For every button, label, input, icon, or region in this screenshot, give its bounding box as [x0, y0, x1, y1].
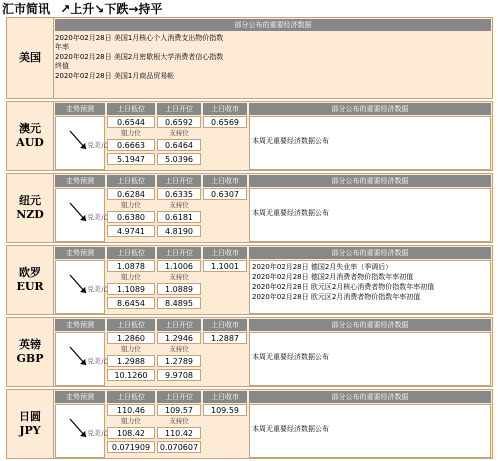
currency-code: GBP — [16, 352, 44, 365]
trend-legend: ↗上升↘下跌→持平 — [60, 2, 163, 16]
cny-value-2: 4.8190 — [157, 225, 201, 237]
close-value: 1.1001 — [203, 260, 247, 272]
cny-label: 兑美元 — [87, 141, 107, 149]
cny-label: 兑美元 — [87, 429, 107, 437]
support-label: 支持位 — [169, 273, 189, 281]
cny-value-2: 9.9708 — [157, 369, 201, 381]
support-value: 110.42 — [157, 427, 201, 439]
close-header: 上日收市 — [203, 391, 247, 403]
currency-section-nzd — [6, 173, 493, 243]
cny-value: 4.9741 — [107, 225, 155, 237]
resist-value: 108.42 — [107, 427, 155, 439]
resist-value: 0.6663 — [107, 139, 155, 151]
events-header: 部分公布的重要经济数据 — [249, 391, 491, 403]
resist-label: 阻力位 — [121, 417, 141, 425]
cny-value-2: 8.4895 — [157, 297, 201, 309]
event-line: 本周无重要经济数据公布 — [252, 137, 329, 145]
usa-event-line: 2020年02月28日 美国2月密歇根大学消费者信心指数 — [55, 52, 224, 61]
currency-name: 日圆 — [19, 410, 41, 423]
open-header: 上日开位 — [157, 319, 201, 331]
low-header: 上日低位 — [107, 247, 155, 259]
close-value: 0.6569 — [203, 116, 247, 128]
event-line: 2020年02月28日 欧元区2月消费者物价指数年率初值 — [252, 293, 421, 301]
event-line: 2020年02月28日 欧元区2月核心消费者物价指数年率初值 — [252, 283, 435, 291]
usa-event-line: 年率 — [55, 43, 69, 52]
support-label: 支持位 — [169, 201, 189, 209]
close-header: 上日收市 — [203, 319, 247, 331]
low-header: 上日低位 — [107, 319, 155, 331]
page-title: 汇市简讯 — [2, 2, 51, 16]
low-value: 0.6544 — [107, 116, 155, 128]
cny-value: 8.6454 — [107, 297, 155, 309]
low-value: 0.6284 — [107, 188, 155, 200]
currency-name: 英镑 — [19, 338, 41, 351]
usa-label: 美国 — [7, 18, 54, 98]
events-panel — [249, 404, 491, 458]
event-line: 2020年02月28日 德国2月失业率（季调后） — [252, 263, 393, 271]
resist-value: 1.1089 — [107, 283, 155, 295]
trend-header: 走势预测 — [55, 391, 105, 403]
cny-label: 兑美元 — [87, 357, 107, 365]
currency-label — [7, 318, 54, 386]
trend-header: 走势预测 — [55, 247, 105, 259]
currency-section-gbp — [6, 317, 493, 387]
cny-label: 兑美元 — [87, 285, 107, 293]
open-header: 上日开位 — [157, 391, 201, 403]
resist-label: 阻力位 — [121, 129, 141, 137]
currency-code: EUR — [16, 280, 44, 293]
currency-label — [7, 390, 54, 458]
close-header: 上日收市 — [203, 103, 247, 115]
close-value: 1.2887 — [203, 332, 247, 344]
close-header: 上日收市 — [203, 175, 247, 187]
currency-code: JPY — [19, 424, 41, 437]
usa-event-line: 2020年02月28日 美国1月商品贸易帐 — [55, 71, 175, 80]
close-value: 0.6307 — [203, 188, 247, 200]
event-line: 本周无重要经济数据公布 — [252, 425, 329, 433]
trend-header: 走势预测 — [55, 319, 105, 331]
events-header: 部分公布的重要经济数据 — [249, 247, 491, 259]
usa-event-line: 终值 — [55, 62, 69, 71]
trend-header: 走势预测 — [55, 103, 105, 115]
page-header — [2, 1, 162, 17]
trend-header: 走势预测 — [55, 175, 105, 187]
events-header: 部分公布的重要经济数据 — [249, 319, 491, 331]
usa-events-header: 部分公布的重要经济数据 — [55, 19, 491, 31]
event-line: 本周无重要经济数据公布 — [252, 353, 329, 361]
currency-name: 欧罗 — [19, 266, 41, 279]
low-header: 上日低位 — [107, 391, 155, 403]
open-value: 109.57 — [157, 404, 201, 416]
resist-label: 阻力位 — [121, 273, 141, 281]
low-header: 上日低位 — [107, 175, 155, 187]
low-value: 1.2860 — [107, 332, 155, 344]
support-label: 支持位 — [169, 417, 189, 425]
usa-section — [6, 17, 493, 99]
cny-value-2: 5.0396 — [157, 153, 201, 165]
cny-label: 兑美元 — [87, 213, 107, 221]
events-panel — [249, 260, 491, 314]
currency-code: NZD — [16, 208, 44, 221]
currency-label — [7, 246, 54, 314]
currency-label — [7, 174, 54, 242]
open-header: 上日开位 — [157, 175, 201, 187]
open-value: 0.6592 — [157, 116, 201, 128]
open-header: 上日开位 — [157, 247, 201, 259]
low-value: 110.46 — [107, 404, 155, 416]
currency-section-eur — [6, 245, 493, 315]
currency-section-aud — [6, 101, 493, 171]
currency-code: AUD — [16, 136, 44, 149]
support-label: 支持位 — [169, 129, 189, 137]
support-value: 1.2789 — [157, 355, 201, 367]
cny-value-2: 0.070607 — [157, 441, 201, 453]
usa-event-line: 2020年02月28日 美国1月核心个人消费支出物价指数 — [55, 34, 224, 42]
resist-value: 0.6380 — [107, 211, 155, 223]
currency-section-jpy — [6, 389, 493, 459]
resist-label: 阻力位 — [121, 201, 141, 209]
usa-events — [55, 34, 223, 81]
open-value: 1.1006 — [157, 260, 201, 272]
low-value: 1.0878 — [107, 260, 155, 272]
events-header: 部分公布的重要经济数据 — [249, 103, 491, 115]
events-header: 部分公布的重要经济数据 — [249, 175, 491, 187]
currency-label — [7, 102, 54, 170]
support-label: 支持位 — [169, 345, 189, 353]
support-value: 0.6464 — [157, 139, 201, 151]
events-panel — [249, 332, 491, 386]
resist-value: 1.2988 — [107, 355, 155, 367]
open-value: 1.2946 — [157, 332, 201, 344]
open-value: 0.6335 — [157, 188, 201, 200]
currency-name: 澳元 — [18, 122, 41, 135]
cny-value: 10.1260 — [107, 369, 155, 381]
open-header: 上日开位 — [157, 103, 201, 115]
event-line: 本周无重要经济数据公布 — [252, 209, 329, 217]
cny-value: 0.071909 — [107, 441, 155, 453]
support-value: 0.6181 — [157, 211, 201, 223]
events-panel — [249, 188, 491, 242]
low-header: 上日低位 — [107, 103, 155, 115]
events-panel — [249, 116, 491, 170]
close-header: 上日收市 — [203, 247, 247, 259]
currency-name: 纽元 — [19, 194, 41, 207]
resist-label: 阻力位 — [121, 345, 141, 353]
event-line: 2020年02月28日 德国2月消费者物价指数年率初值 — [252, 273, 414, 281]
close-value: 109.59 — [203, 404, 247, 416]
cny-value: 5.1947 — [107, 153, 155, 165]
support-value: 1.0889 — [157, 283, 201, 295]
